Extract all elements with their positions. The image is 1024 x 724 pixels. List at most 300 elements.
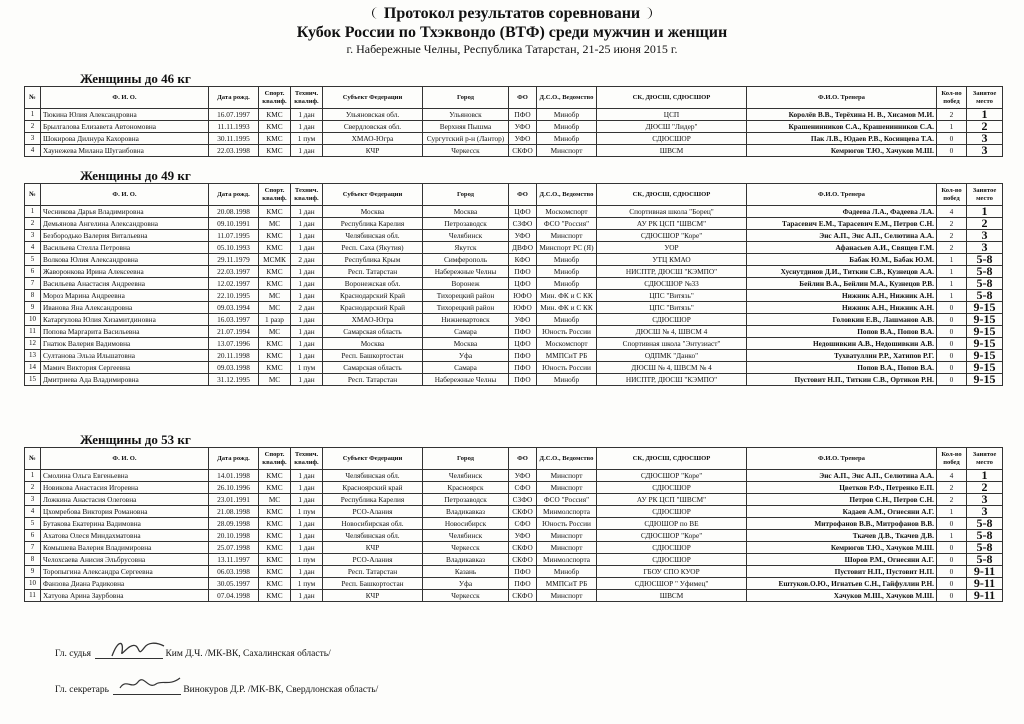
tech-qualification: 1 дан xyxy=(291,278,323,290)
coach-names: Крашенинников С.А., Крашенинников С.А. xyxy=(747,121,937,133)
region: КЧР xyxy=(323,590,423,602)
wins-count: 0 xyxy=(937,362,967,374)
club: Спортивная школа "Энтузиаст" xyxy=(597,338,747,350)
club: УОР xyxy=(597,242,747,254)
col-region-header: Субъект Федерации xyxy=(323,448,423,470)
col-sport-qual-header: Спорт. квалиф. xyxy=(259,87,291,109)
athlete-name: Жаворонкова Ирина Алексеевна xyxy=(41,266,209,278)
region: Респ. Башкортостан xyxy=(323,350,423,362)
birth-date: 13.11.1997 xyxy=(209,554,259,566)
region: Респ. Башкортостан xyxy=(323,578,423,590)
place: 5-8 xyxy=(967,266,1003,278)
society: ФСО "Россия" xyxy=(537,494,597,506)
athlete-name: Тюкина Юлия Александровна xyxy=(41,109,209,121)
club: ОДПМК "Данко" xyxy=(597,350,747,362)
sport-qualification: КМС xyxy=(259,350,291,362)
federal-district: ПФО xyxy=(509,326,537,338)
society: Минмолспорта xyxy=(537,506,597,518)
athlete-name: Бутакова Екатерина Вадимовна xyxy=(41,518,209,530)
region: Респ. Татарстан xyxy=(323,266,423,278)
coach-names: Энс А.П., Энс А.П., Селютина А.А. xyxy=(747,470,937,482)
col-club-header: СК, ДЮСШ, СДЮСШОР xyxy=(597,87,747,109)
col-society-header: Д.С.О., Ведомство xyxy=(537,448,597,470)
city: Черкесск xyxy=(423,145,509,157)
col-region-header: Субъект Федерации xyxy=(323,87,423,109)
sport-qualification: КМС xyxy=(259,470,291,482)
col-tech-qual-header: Технич. квалиф. xyxy=(291,448,323,470)
society: Минобр xyxy=(537,266,597,278)
wins-count: 2 xyxy=(937,230,967,242)
city: Воронеж xyxy=(423,278,509,290)
birth-date: 11.07.1995 xyxy=(209,230,259,242)
row-number: 14 xyxy=(25,362,41,374)
table-row xyxy=(25,290,1003,302)
row-number: 2 xyxy=(25,218,41,230)
sport-qualification: МС xyxy=(259,326,291,338)
club: ДЮСШ "Лидер" xyxy=(597,121,747,133)
row-number: 8 xyxy=(25,290,41,302)
birth-date: 06.03.1998 xyxy=(209,566,259,578)
sport-qualification: КМС xyxy=(259,338,291,350)
wins-count: 4 xyxy=(937,470,967,482)
federal-district: УФО xyxy=(509,230,537,242)
sport-qualification: КМС xyxy=(259,278,291,290)
place: 9-15 xyxy=(967,350,1003,362)
society: Минспорт xyxy=(537,482,597,494)
athlete-name: Смолина Ольга Евгеньевна xyxy=(41,470,209,482)
place: 5-8 xyxy=(967,254,1003,266)
sport-qualification: КМС xyxy=(259,145,291,157)
club: СДЮСШОР xyxy=(597,314,747,326)
table-header-row xyxy=(25,448,1003,470)
col-wins-header: Кол-во побед xyxy=(937,184,967,206)
wins-count: 1 xyxy=(937,121,967,133)
col-region-header: Субъект Федерации xyxy=(323,184,423,206)
table-row xyxy=(25,494,1003,506)
federal-district: ПФО xyxy=(509,374,537,386)
club: ШВСМ xyxy=(597,590,747,602)
table-header-row xyxy=(25,87,1003,109)
col-place-header: Занятое место xyxy=(967,184,1003,206)
row-number: 12 xyxy=(25,338,41,350)
secretary-label: Гл. секретарь xyxy=(55,685,109,695)
place: 5-8 xyxy=(967,278,1003,290)
wins-count: 1 xyxy=(937,266,967,278)
place: 5-8 xyxy=(967,542,1003,554)
row-number: 13 xyxy=(25,350,41,362)
society: Минмолспорта xyxy=(537,554,597,566)
col-city-header: Город xyxy=(423,184,509,206)
place: 9-11 xyxy=(967,578,1003,590)
society: Москомспорт xyxy=(537,338,597,350)
city: Ульяновск xyxy=(423,109,509,121)
sport-qualification: КМС xyxy=(259,518,291,530)
club: СДЮШОР по ВЕ xyxy=(597,518,747,530)
birth-date: 21.08.1998 xyxy=(209,506,259,518)
athlete-name: Иванова Яна Александровна xyxy=(41,302,209,314)
birth-date: 22.03.1998 xyxy=(209,145,259,157)
city: Черкесск xyxy=(423,590,509,602)
city: Самара xyxy=(423,362,509,374)
society: ММПСиТ РБ xyxy=(537,350,597,362)
coach-names: Цветков Р.Ф., Петренко Е.П. xyxy=(747,482,937,494)
row-number: 1 xyxy=(25,109,41,121)
athlete-name: Хаунежева Милана Шугаибовна xyxy=(41,145,209,157)
athlete-name: Демьянова Ангелина Александровна xyxy=(41,218,209,230)
row-number: 5 xyxy=(25,254,41,266)
wins-count: 1 xyxy=(937,506,967,518)
place: 9-15 xyxy=(967,302,1003,314)
tech-qualification: 1 дан xyxy=(291,350,323,362)
region: КЧР xyxy=(323,145,423,157)
sport-qualification: МСМК xyxy=(259,254,291,266)
table-row xyxy=(25,121,1003,133)
city: Петрозаводск xyxy=(423,218,509,230)
col-tech-qual-header: Технич. квалиф. xyxy=(291,184,323,206)
tech-qualification: 1 дан xyxy=(291,326,323,338)
athlete-name: Гнатюк Валерия Вадимовна xyxy=(41,338,209,350)
sport-qualification: КМС xyxy=(259,121,291,133)
region: РСО-Алания xyxy=(323,506,423,518)
sport-qualification: КМС xyxy=(259,554,291,566)
col-birthdate-header: Дата рожд. xyxy=(209,184,259,206)
results-table xyxy=(24,447,1003,602)
place: 5-8 xyxy=(967,554,1003,566)
athlete-name: Попова Маргарита Васильевна xyxy=(41,326,209,338)
athlete-name: Волкова Юлия Александровна xyxy=(41,254,209,266)
document-header xyxy=(0,4,1024,57)
society: Минспорт xyxy=(537,542,597,554)
club: СДЮСШОР №33 xyxy=(597,278,747,290)
city: Набережные Челны xyxy=(423,266,509,278)
athlete-name: Султанова Эльза Ильшатовна xyxy=(41,350,209,362)
club: ДЮСШ № 4, ШВСМ 4 xyxy=(597,326,747,338)
tech-qualification: 1 дан xyxy=(291,566,323,578)
city: Уфа xyxy=(423,578,509,590)
tech-qualification: 1 дан xyxy=(291,470,323,482)
society: Юность России xyxy=(537,362,597,374)
region: Самарская область xyxy=(323,326,423,338)
row-number: 3 xyxy=(25,230,41,242)
region: Свердловская обл. xyxy=(323,121,423,133)
sport-qualification: КМС xyxy=(259,206,291,218)
tech-qualification: 1 дан xyxy=(291,542,323,554)
birth-date: 12.02.1997 xyxy=(209,278,259,290)
federal-district: СФО xyxy=(509,482,537,494)
place: 9-11 xyxy=(967,566,1003,578)
place: 9-15 xyxy=(967,338,1003,350)
city: Москва xyxy=(423,338,509,350)
birth-date: 23.01.1991 xyxy=(209,494,259,506)
table-row xyxy=(25,554,1003,566)
coach-names: Ештуков.О.Ю., Игнатьев С.Н., Гайфуллин Р.Н. xyxy=(747,578,937,590)
place: 3 xyxy=(967,494,1003,506)
tech-qualification: 1 дан xyxy=(291,218,323,230)
crescent-left-icon xyxy=(370,6,380,20)
crescent-right-icon xyxy=(644,6,654,20)
federal-district: ПФО xyxy=(509,362,537,374)
judge-signature-icon xyxy=(108,636,168,660)
society: Минспорт xyxy=(537,590,597,602)
tech-qualification: 1 дан xyxy=(291,145,323,157)
row-number: 4 xyxy=(25,242,41,254)
birth-date: 09.03.1994 xyxy=(209,302,259,314)
birth-date: 16.03.1997 xyxy=(209,314,259,326)
wins-count: 1 xyxy=(937,530,967,542)
athlete-name: Дмитриева Ада Владимировна xyxy=(41,374,209,386)
document-title-line xyxy=(0,4,1024,23)
col-wins-header: Кол-во побед xyxy=(937,87,967,109)
region: Москва xyxy=(323,338,423,350)
coach-names: Нижник А.Н., Нижник А.Н. xyxy=(747,302,937,314)
birth-date: 22.10.1995 xyxy=(209,290,259,302)
birth-date: 25.07.1998 xyxy=(209,542,259,554)
table-row xyxy=(25,350,1003,362)
row-number: 6 xyxy=(25,530,41,542)
federal-district: ЦФО xyxy=(509,206,537,218)
athlete-name: Цхомребова Виктория Романовна xyxy=(41,506,209,518)
table-row xyxy=(25,578,1003,590)
club: СДЮСШОР "Коре" xyxy=(597,530,747,542)
col-place-header: Занятое место xyxy=(967,87,1003,109)
federal-district: ДВФО xyxy=(509,242,537,254)
tech-qualification: 1 дан xyxy=(291,518,323,530)
col-district-header: ФО xyxy=(509,448,537,470)
wins-count: 0 xyxy=(937,578,967,590)
birth-date: 31.12.1995 xyxy=(209,374,259,386)
coach-names: Кадаев А.М., Огнесяни А.Г. xyxy=(747,506,937,518)
coach-names: Фадеева Л.А., Фадеева Л.А. xyxy=(747,206,937,218)
tech-qualification: 1 дан xyxy=(291,121,323,133)
row-number: 3 xyxy=(25,494,41,506)
region: ХМАО-Югра xyxy=(323,133,423,145)
coach-names: Кемрюгов Т.Ю., Хачуков М.Ш. xyxy=(747,542,937,554)
coach-names: Ткачев Д.В., Ткачев Д.В. xyxy=(747,530,937,542)
table-row xyxy=(25,518,1003,530)
federal-district: СКФО xyxy=(509,590,537,602)
city: Челябинск xyxy=(423,530,509,542)
city: Уфа xyxy=(423,350,509,362)
wins-count: 1 xyxy=(937,254,967,266)
club: ЦСП xyxy=(597,109,747,121)
col-society-header: Д.С.О., Ведомство xyxy=(537,87,597,109)
section-women-49 xyxy=(24,169,1002,386)
birth-date: 16.07.1997 xyxy=(209,109,259,121)
table-row xyxy=(25,542,1003,554)
secretary-name: Винокуров Д.Р. /МК-ВК, Свердлонская область/ xyxy=(183,685,379,695)
tech-qualification: 1 дан xyxy=(291,374,323,386)
sport-qualification: КМС xyxy=(259,133,291,145)
society: Мин. ФК и С КК xyxy=(537,302,597,314)
table-row xyxy=(25,266,1003,278)
col-club-header: СК, ДЮСШ, СДЮСШОР xyxy=(597,448,747,470)
athlete-name: Чесникова Дарья Владимировна xyxy=(41,206,209,218)
society: Минобр xyxy=(537,278,597,290)
federal-district: ЦФО xyxy=(509,338,537,350)
tech-qualification: 2 дан xyxy=(291,302,323,314)
sport-qualification: МС xyxy=(259,218,291,230)
tech-qualification: 1 пум xyxy=(291,362,323,374)
wins-count: 0 xyxy=(937,350,967,362)
sport-qualification: КМС xyxy=(259,506,291,518)
tech-qualification: 1 пум xyxy=(291,133,323,145)
society: Минобр xyxy=(537,566,597,578)
col-society-header: Д.С.О., Ведомство xyxy=(537,184,597,206)
region: Респ. Татарстан xyxy=(323,566,423,578)
row-number: 9 xyxy=(25,302,41,314)
society: Минспорт xyxy=(537,145,597,157)
federal-district: СКФО xyxy=(509,506,537,518)
federal-district: СКФО xyxy=(509,542,537,554)
coach-names: Шоров Р.М., Огнесяни А.Г. xyxy=(747,554,937,566)
wins-count: 0 xyxy=(937,518,967,530)
place: 9-15 xyxy=(967,326,1003,338)
tech-qualification: 1 пум xyxy=(291,506,323,518)
row-number: 7 xyxy=(25,542,41,554)
birth-date: 22.03.1997 xyxy=(209,266,259,278)
col-coach-header: Ф.И.О. Тренера xyxy=(747,448,937,470)
federal-district: ЦФО xyxy=(509,278,537,290)
city: Челябинск xyxy=(423,470,509,482)
col-sport-qual-header: Спорт. квалиф. xyxy=(259,448,291,470)
table-row xyxy=(25,470,1003,482)
athlete-name: Ложкина Анастасия Олеговна xyxy=(41,494,209,506)
col-name-header: Ф. И. О. xyxy=(41,184,209,206)
city: Владикавказ xyxy=(423,506,509,518)
wins-count: 0 xyxy=(937,145,967,157)
tech-qualification: 1 дан xyxy=(291,266,323,278)
results-table xyxy=(24,86,1003,157)
tech-qualification: 1 дан xyxy=(291,590,323,602)
sport-qualification: КМС xyxy=(259,542,291,554)
athlete-name: Мамич Виктория Сергеевна xyxy=(41,362,209,374)
federal-district: СФО xyxy=(509,518,537,530)
coach-names: Бейлин В.А., Бейлин М.А., Кузнецов Р.В. xyxy=(747,278,937,290)
tech-qualification: 1 дан xyxy=(291,482,323,494)
federal-district: ПФО xyxy=(509,350,537,362)
place: 9-11 xyxy=(967,590,1003,602)
society: Москомспорт xyxy=(537,206,597,218)
sport-qualification: МС xyxy=(259,302,291,314)
region: Самарская область xyxy=(323,362,423,374)
federal-district: ЮФО xyxy=(509,302,537,314)
wins-count: 1 xyxy=(937,290,967,302)
coach-names: Пустовит Н.П., Титкин С.В., Ортиков Р.Н. xyxy=(747,374,937,386)
row-number: 1 xyxy=(25,206,41,218)
city: Самара xyxy=(423,326,509,338)
table-row xyxy=(25,314,1003,326)
city: Нижневартовск xyxy=(423,314,509,326)
col-birthdate-header: Дата рожд. xyxy=(209,448,259,470)
athlete-name: Челохсаева Анисия Эльбрусовна xyxy=(41,554,209,566)
place: 5-8 xyxy=(967,290,1003,302)
row-number: 8 xyxy=(25,554,41,566)
secretary-signature-icon xyxy=(118,672,182,694)
coach-names: Кемрюгов Т.Ю., Хачуков М.Ш. xyxy=(747,145,937,157)
section-women-46 xyxy=(24,72,1002,157)
sport-qualification: КМС xyxy=(259,578,291,590)
place: 3 xyxy=(967,230,1003,242)
city: Казань xyxy=(423,566,509,578)
federal-district: УФО xyxy=(509,121,537,133)
coach-names: Попов В.А., Попов В.А. xyxy=(747,362,937,374)
federal-district: УФО xyxy=(509,314,537,326)
birth-date: 13.07.1996 xyxy=(209,338,259,350)
place: 3 xyxy=(967,133,1003,145)
tech-qualification: 1 пум xyxy=(291,578,323,590)
club: ДЮСШ № 4, ШВСМ № 4 xyxy=(597,362,747,374)
row-number: 11 xyxy=(25,326,41,338)
city: Якутск xyxy=(423,242,509,254)
federal-district: ПФО xyxy=(509,578,537,590)
region: КЧР xyxy=(323,542,423,554)
city: Красноярск xyxy=(423,482,509,494)
coach-names: Попов В.А., Попов В.А. xyxy=(747,326,937,338)
table-row xyxy=(25,482,1003,494)
federal-district: УФО xyxy=(509,470,537,482)
tech-qualification: 2 дан xyxy=(291,254,323,266)
wins-count: 0 xyxy=(937,374,967,386)
athlete-name: Комышева Валерия Владимировна xyxy=(41,542,209,554)
sport-qualification: КМС xyxy=(259,230,291,242)
section-title: Женщины до 46 кг xyxy=(80,71,191,86)
city: Москва xyxy=(423,206,509,218)
wins-count: 0 xyxy=(937,554,967,566)
col-club-header: СК, ДЮСШ, СДЮСШОР xyxy=(597,184,747,206)
sport-qualification: 1 разр xyxy=(259,314,291,326)
club: СДЮСШОР xyxy=(597,506,747,518)
col-city-header: Город xyxy=(423,448,509,470)
region: Респ. Саха (Якутия) xyxy=(323,242,423,254)
table-header-row xyxy=(25,184,1003,206)
tech-qualification: 1 дан xyxy=(291,206,323,218)
athlete-name: Новикова Анастасия Игоревна xyxy=(41,482,209,494)
birth-date: 11.11.1993 xyxy=(209,121,259,133)
birth-date: 20.08.1998 xyxy=(209,206,259,218)
col-tech-qual-header: Технич. квалиф. xyxy=(291,87,323,109)
city: Петрозаводск xyxy=(423,494,509,506)
coach-names: Хачуков М.Ш., Хачуков М.Ш. xyxy=(747,590,937,602)
row-number: 4 xyxy=(25,145,41,157)
table-row xyxy=(25,374,1003,386)
place: 1 xyxy=(967,109,1003,121)
region: Республика Карелия xyxy=(323,494,423,506)
birth-date: 09.03.1998 xyxy=(209,362,259,374)
club: АУ РК ЦСП "ШВСМ" xyxy=(597,494,747,506)
tech-qualification: 1 дан xyxy=(291,338,323,350)
region: Красноярский край xyxy=(323,482,423,494)
birth-date: 26.10.1996 xyxy=(209,482,259,494)
city: Владикавказ xyxy=(423,554,509,566)
city: Новосибирск xyxy=(423,518,509,530)
city: Симферополь xyxy=(423,254,509,266)
club: СДЮСШОР "Коре" xyxy=(597,230,747,242)
table-row xyxy=(25,530,1003,542)
club: НИСПТР, ДЮСШ "КЭМПО" xyxy=(597,374,747,386)
col-city-header: Город xyxy=(423,87,509,109)
tech-qualification: 1 дан xyxy=(291,230,323,242)
society: Минобр xyxy=(537,121,597,133)
coach-names: Головкин Е.В., Лашманов А.В. xyxy=(747,314,937,326)
wins-count: 2 xyxy=(937,109,967,121)
coach-names: Афанасьев А.И., Свящев Г.М. xyxy=(747,242,937,254)
athlete-name: Васильева Стелла Петровна xyxy=(41,242,209,254)
region: Респ. Татарстан xyxy=(323,374,423,386)
row-number: 2 xyxy=(25,121,41,133)
birth-date: 30.05.1997 xyxy=(209,578,259,590)
federal-district: КФО xyxy=(509,254,537,266)
coach-names: Бабак Ю.М., Бабак Ю.М. xyxy=(747,254,937,266)
